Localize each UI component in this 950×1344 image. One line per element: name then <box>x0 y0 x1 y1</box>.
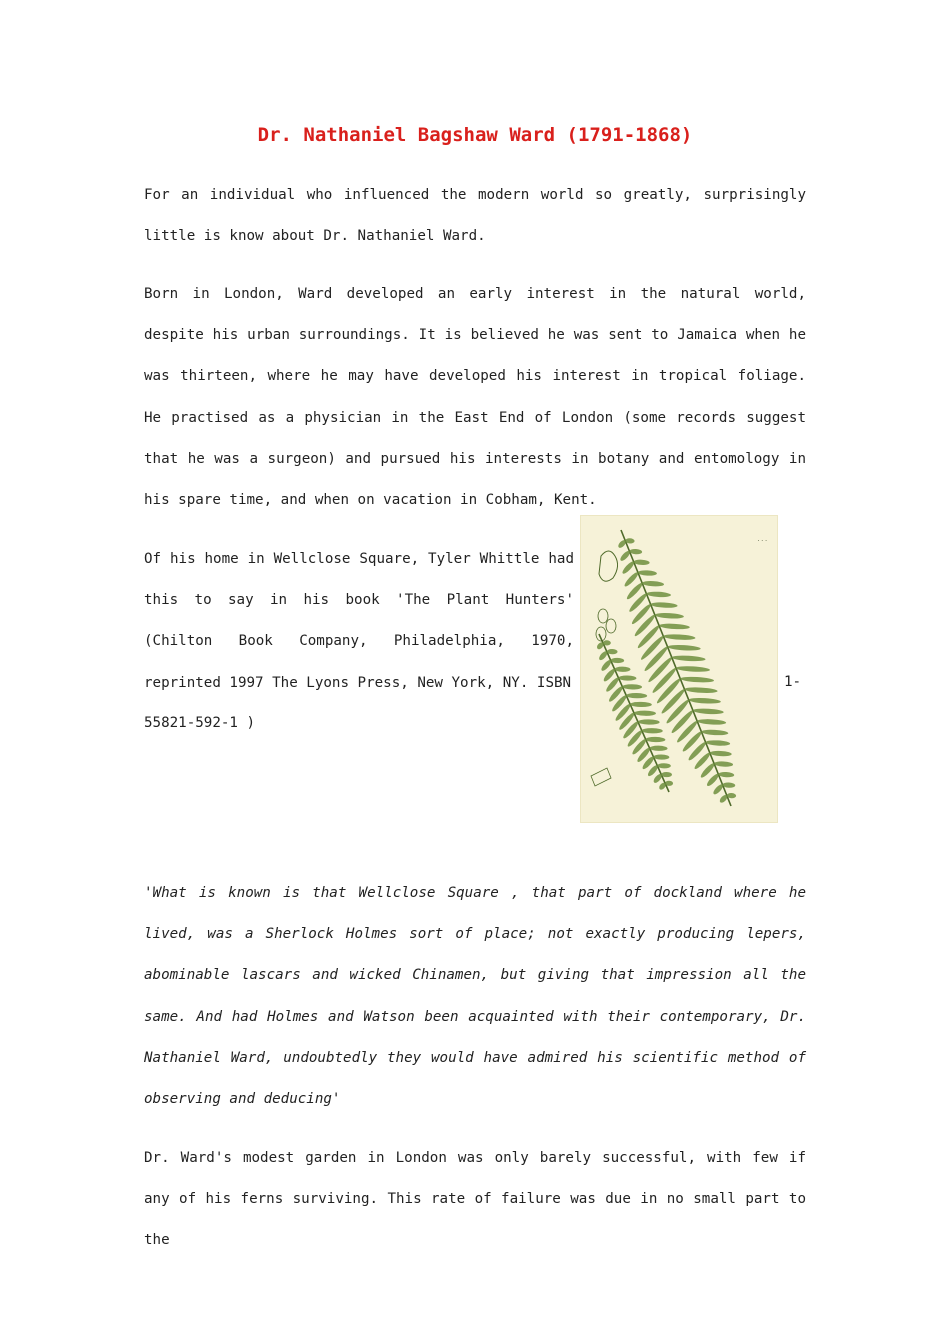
paragraph-home-isbn-tail: 1- <box>784 674 802 690</box>
plate-mark: · · · <box>757 538 767 545</box>
page-title: Dr. Nathaniel Bagshaw Ward (1791-1868) <box>257 124 693 146</box>
spore-detail-0 <box>598 609 608 623</box>
paragraph-home-end: 55821-592-1 ) <box>144 715 256 731</box>
spore-detail-1 <box>606 619 616 633</box>
paragraph-intro: For an individual who influenced the modern world so greatly, surprisingly little is know about Dr. Nathaniel Ward. <box>144 187 806 245</box>
paragraph-garden: Dr. Ward's modest garden in London was only barely successful, with few if any of his ferns surviving. This rate of failure was due in no small part to the <box>144 1150 806 1249</box>
quote-block: 'What is known is that Wellclose Square , that part of dockland where he lived, was a Sherlock Holmes sort of place; not exactly producing lepers, abominable lascars and wicked Chinamen, but giving that impression all the same. And had Holmes and Watson been acquainted with their contemporary, Dr. Nathaniel Ward, undoubtedly they would have admired his scientific method of observing and deducing' <box>144 885 806 1108</box>
fern-illustration <box>580 515 778 823</box>
pinnule-detail-sketch <box>599 551 618 581</box>
paragraph-born: Born in London, Ward developed an early interest in the natural world, despite his urban surroundings. It is believed he was sent to Jamaica when he was thirteen, where he may have developed his interest in tropical foliage. He practised as a physician in the East End of London (some records suggest that he was a surgeon) and pursued his interests in botany and entomology in his spare time, and when on vacation in Cobham, Kent. <box>144 286 806 509</box>
paragraph-home: Of his home in Wellclose Square, Tyler Whittle had this to say in his book 'The Plant Hunters' (Chilton Book Company, Philadelphia, 1970, reprinted 1997 The Lyons Press, New York, NY. ISBN <box>144 551 574 691</box>
fern-drawing <box>581 516 777 822</box>
sorus-detail-sketch <box>591 768 611 786</box>
fern-frond-large <box>617 530 736 806</box>
